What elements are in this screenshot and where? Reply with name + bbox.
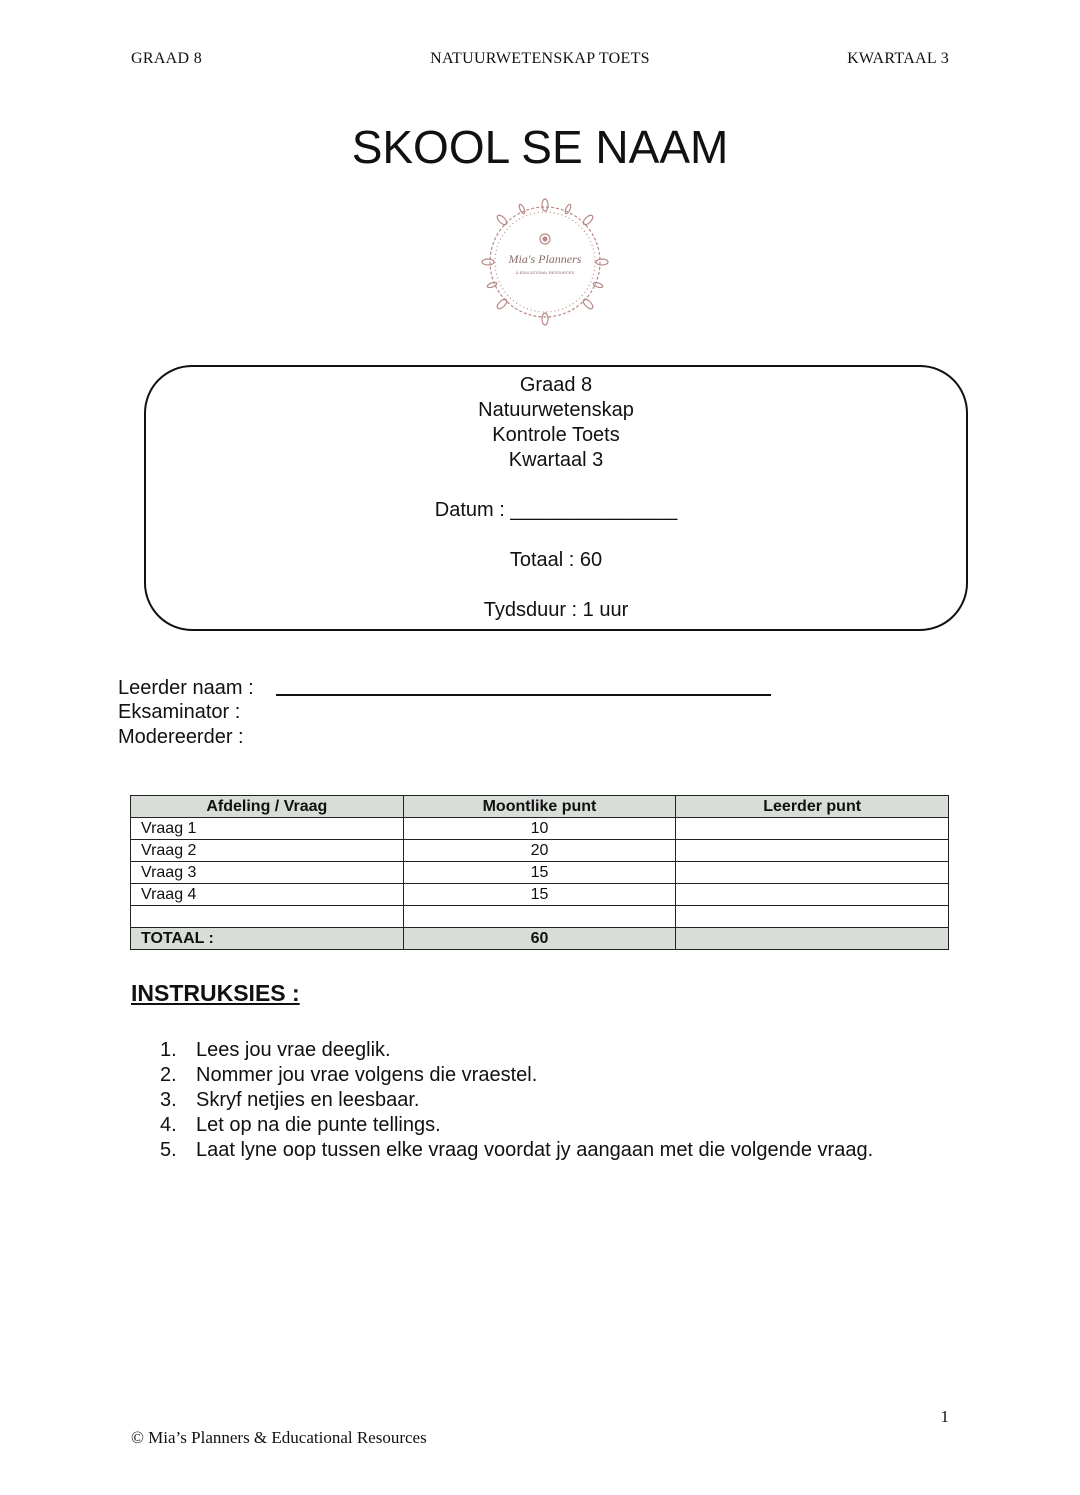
cell-learner[interactable] <box>676 884 949 906</box>
header-term: KWARTAAL 3 <box>847 50 949 67</box>
cell-section: Vraag 4 <box>131 884 404 906</box>
moderator-label: Modereerder : <box>118 726 244 748</box>
info-date: Datum : _______________ <box>434 499 678 521</box>
marks-table <box>130 795 949 950</box>
list-item <box>160 1063 873 1088</box>
logo-text: Mia's Planners <box>508 252 582 266</box>
instructions-title: INSTRUKSIES : <box>131 980 300 1006</box>
learner-name-label: Leerder naam : <box>118 677 254 699</box>
header-subject: NATUURWETENSKAP TOETS <box>430 50 650 67</box>
cell-possible: 20 <box>403 840 676 862</box>
table-header-row <box>131 796 949 818</box>
cell-total-possible: 60 <box>403 928 676 950</box>
list-item <box>160 1138 873 1163</box>
cell-possible: 15 <box>403 862 676 884</box>
cell-section: Vraag 2 <box>131 840 404 862</box>
item-text: Nommer jou vrae volgens die vraestel. <box>196 1064 538 1086</box>
cell-total-learner[interactable] <box>676 928 949 950</box>
col-header-possible: Moontlike punt <box>403 796 676 818</box>
cell-section <box>131 906 404 928</box>
mias-planners-logo <box>478 195 613 330</box>
item-number: 1. <box>160 1039 177 1061</box>
cell-section: Vraag 3 <box>131 862 404 884</box>
cell-possible <box>403 906 676 928</box>
info-grade: Graad 8 <box>519 374 593 396</box>
cell-possible: 10 <box>403 818 676 840</box>
info-test-type: Kontrole Toets <box>492 424 620 446</box>
cell-learner[interactable] <box>676 862 949 884</box>
learner-name-line[interactable] <box>276 694 771 696</box>
item-text: Laat lyne oop tussen elke vraag voordat jy aangaan met die volgende vraag. <box>196 1139 874 1161</box>
item-text: Skryf netjies en leesbaar. <box>196 1089 420 1111</box>
cell-learner[interactable] <box>676 818 949 840</box>
item-number: 4. <box>160 1114 177 1136</box>
cell-total-label: TOTAAL : <box>131 928 404 950</box>
cell-learner[interactable] <box>676 906 949 928</box>
test-info-box <box>144 365 968 631</box>
table-row <box>131 840 949 862</box>
info-subject: Natuurwetenskap <box>478 399 634 421</box>
examiner-label: Eksaminator : <box>118 701 241 723</box>
info-duration: Tydsduur : 1 uur <box>483 599 629 621</box>
list-item <box>160 1038 873 1063</box>
table-row <box>131 862 949 884</box>
item-text: Lees jou vrae deeglik. <box>196 1039 391 1061</box>
info-term: Kwartaal 3 <box>508 449 604 471</box>
table-row <box>131 818 949 840</box>
table-total-row <box>131 928 949 950</box>
table-row <box>131 906 949 928</box>
instructions-list <box>160 1038 873 1163</box>
list-item <box>160 1088 873 1113</box>
header-grade: GRAAD 8 <box>131 50 202 67</box>
item-text: Let op na die punte tellings. <box>196 1114 441 1136</box>
list-item <box>160 1113 873 1138</box>
table-row <box>131 884 949 906</box>
logo-subtext: & EDUCATIONAL RESOURCES <box>515 270 575 275</box>
school-name: SKOOL SE NAAM <box>351 121 729 173</box>
item-number: 5. <box>160 1139 177 1161</box>
col-header-learner: Leerder punt <box>676 796 949 818</box>
item-number: 2. <box>160 1064 177 1086</box>
item-number: 3. <box>160 1089 177 1111</box>
cell-section: Vraag 1 <box>131 818 404 840</box>
page-number: 1 <box>940 1407 949 1426</box>
cell-possible: 15 <box>403 884 676 906</box>
footer-copyright: © Mia’s Planners & Educational Resources <box>131 1428 427 1447</box>
info-total: Totaal : 60 <box>509 549 603 571</box>
col-header-section: Afdeling / Vraag <box>131 796 404 818</box>
cell-learner[interactable] <box>676 840 949 862</box>
